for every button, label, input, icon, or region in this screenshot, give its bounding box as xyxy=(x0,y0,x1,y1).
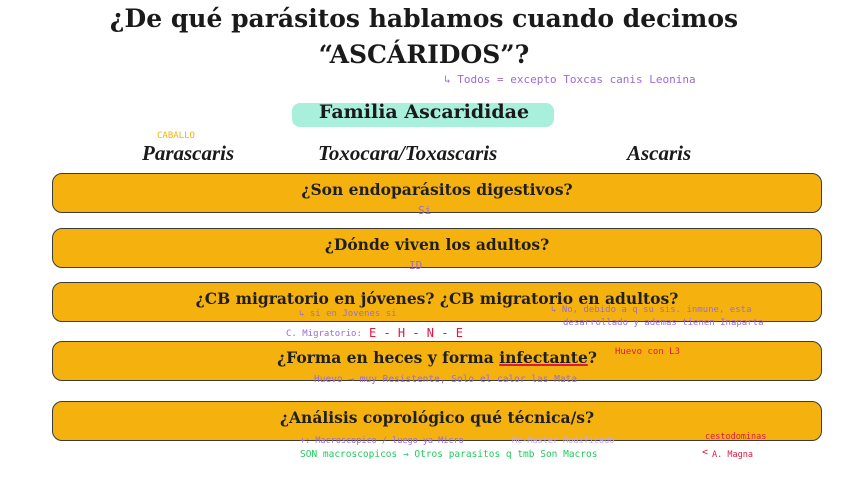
slide-title-line2: “ASCÁRIDOS”? xyxy=(318,40,530,69)
question-4-text xyxy=(53,348,821,367)
answer-5-note-1a: +: Macroscopico / luego ya Micro xyxy=(300,436,464,446)
genus-ascaris: Ascaris xyxy=(627,141,692,165)
question-4-part1: ¿Forma en heces y forma xyxy=(277,348,500,367)
answer-5-note-1b: Mc-Master Modificado xyxy=(512,436,615,446)
family-label: Familia Ascarididae xyxy=(318,101,530,123)
genus-note-caballo: CABALLO xyxy=(157,131,195,141)
cycle-sequence: E - H - N - E xyxy=(369,326,463,340)
genus-parascaris: Parascaris xyxy=(142,141,235,165)
answer-5-top-right: cestodominas xyxy=(705,432,767,442)
arrow-left-icon: < xyxy=(702,447,709,458)
answer-4-below-note: Huevo → muy Resistente, Solo el calor las Mata xyxy=(314,374,578,385)
question-5-text: ¿Análisis coprológico qué técnica/s? xyxy=(279,408,595,427)
answer-3-right-note-2: desarrollado y ademas tienen Inaparta xyxy=(563,318,764,328)
answer-4-right-note: Huevo con L3 xyxy=(615,347,681,357)
answer-3-right-note-1: ↳ No, debido a q su sis. inmune, esta xyxy=(551,305,752,315)
question-4-underlined: infectante xyxy=(499,348,588,367)
question-4-part3: ? xyxy=(587,348,597,367)
title-handwritten-note: ↳ Todos = excepto Toxcas canis Leonina xyxy=(444,73,696,86)
question-2-text: ¿Dónde viven los adultos? xyxy=(324,235,550,254)
answer-1-note: Si xyxy=(418,204,432,217)
slide-title-line1: ¿De qué parásitos hablamos cuando decimos xyxy=(109,4,739,33)
question-box-2 xyxy=(52,228,822,268)
answer-2-note: ID xyxy=(409,259,423,272)
question-3-text: ¿CB migratorio en jóvenes? ¿CB migratorio en adultos? xyxy=(195,289,679,308)
question-box-1 xyxy=(52,173,822,213)
cycle-label: C. Migratorio: xyxy=(286,329,362,339)
answer-3-left-note: ↳ si en Jovenes si xyxy=(299,309,397,319)
question-box-3 xyxy=(52,282,822,322)
genus-toxocara: Toxocara/Toxascaris xyxy=(318,141,498,165)
answer-5-arrow-target: A. Magna xyxy=(712,450,753,460)
question-1-text: ¿Son endoparásitos digestivos? xyxy=(301,180,573,199)
answer-5-note-2: SON macroscopicos → Otros parasitos q tmb Son Macros xyxy=(300,449,598,460)
